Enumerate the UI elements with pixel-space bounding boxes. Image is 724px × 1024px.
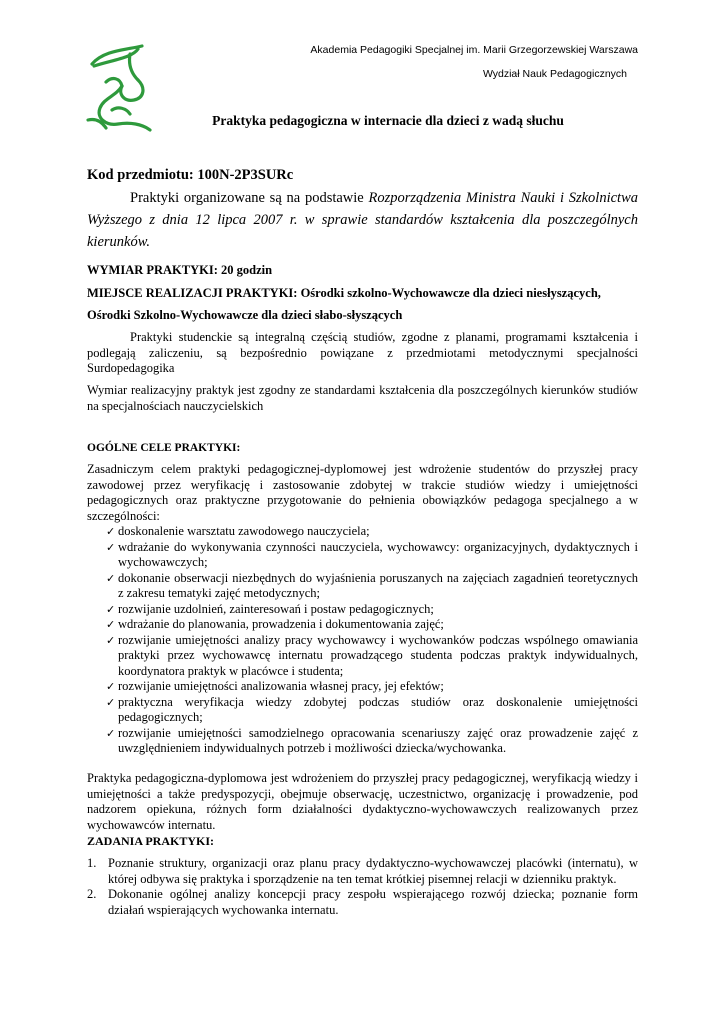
goals-intro: Zasadniczym celem praktyki pedagogicznej-dyplomowej jest wdrożenie studentów do przyszłej pracy zawodowej przez weryfikację i zastosowanie zdobytej w trakcie studiów wiedzy i umiejętności pedagogicznych oraz praktyczne przygotowanie do pełnienia obowiązków pedagoga specjalnego a w szczególności: [87,462,638,523]
list-item: ✓ wdrażanie do planowania, prowadzenia i dokumentowania zajęć; [106,617,444,631]
list-item: ✓ rozwijanie umiejętności analizowania własnej pracy, jej efektów; [106,679,444,693]
checkmark-icon: ✓ [106,726,116,740]
checkmark-icon: ✓ [106,633,116,647]
list-item: ✓ rozwijanie umiejętności analizy pracy wychowawcy i wychowanków podczas wspólnego omawiania praktyki przez wychowawcę internatu prowadzącego studenta podczas praktyk indywidualnych, koordynatora praktyk w placówce i studenta; [106,632,638,678]
goals-heading: OGÓLNE CELE PRAKTYKI: [87,442,241,454]
summary-paragraph: Praktyka pedagogiczna-dyplomowa jest wdrożeniem do przyszłej pracy pedagogicznej, weryfikacją wiedzy i umiejętności a także predyspozycji, obejmuje obserwację, uczestnictwo, organizację i prowadzenie, pod nadzorem opiekuna, różnych form działalności dydaktyczno-wychowawczych realizowanych przez wychowawców internatu. [87,771,638,832]
course-code: Kod przedmiotu: 100N-2P3SURc [87,167,294,183]
page-title: Praktyka pedagogiczna w internacie dla dzieci z wadą słuchu [212,113,564,128]
tasks-list [87,856,638,918]
tasks-heading: ZADANIA PRAKTYKI: [87,834,215,848]
checkmark-icon: ✓ [106,525,116,538]
legal-basis-regulation: Rozporządzenia Ministra Nauki i Szkolnictwa Wyższego z dnia 12 lipca 2007 r. w sprawie standardów kształcenia dla poszczególnych kierunków. [87,190,638,250]
legal-basis-prefix: Praktyki organizowane są na podstawie [130,190,369,206]
list-item: ✓ dokonanie obserwacji niezbędnych do wyjaśnienia poruszanych na zajęciach zagadnień teoretycznych z zakresu tematyki zajęć metodycznych; [106,570,638,600]
legal-basis [87,187,638,253]
checkmark-icon: ✓ [106,680,116,693]
list-item: 2. Dokonanie ogólnej analizy koncepcji pracy zespołu wspierającego rozwój dziecka; poznanie form działań wspierających wychowanka internatu. [87,887,638,917]
checkmark-icon: ✓ [106,695,116,709]
header-academy: Akademia Pedagogiki Specjalnej im. Marii Grzegorzewskiej Warszawa [310,44,638,56]
checkmark-icon: ✓ [106,540,116,554]
list-item: ✓ wdrażanie do wykonywania czynności nauczyciela, wychowawcy: organizacyjnych, dydaktycznych i wychowawczych; [106,539,638,569]
header-faculty: Wydział Nauk Pedagogicznych [482,68,627,80]
intro-paragraph-1: Praktyki studenckie są integralną częścią studiów, zgodne z planami, programami kształcenia i podlegają zaliczeniu, są bezpośrednio powiązane z przedmiotami metodycznymi specjalności Surdopedagogika [87,330,638,375]
practice-place-line2: Ośrodki Szkolno-Wychowawcze dla dzieci słabo-słyszących [87,308,403,322]
practice-scope: WYMIAR PRAKTYKI: 20 godzin [87,263,273,277]
goals-list [87,524,638,757]
practice-place-line1: MIEJSCE REALIZACJI PRAKTYKI: Ośrodki szkolno-Wychowawcze dla dzieci niesłyszących, [87,286,601,300]
list-item: 1. Poznanie struktury, organizacji oraz planu pracy dydaktyczno-wychowawczej placówki (internatu), w której odbywa się praktyka i sporządzenie na ten temat krótkiej pisemnej relacji w dzienniku praktyk. [87,856,638,886]
list-item: ✓ rozwijanie umiejętności samodzielnego opracowania scenariuszy zajęć oraz prowadzenie zajęć z uwzględnieniem indywidualnych potrzeb i możliwości dziecka/wychowanka. [106,725,638,755]
checkmark-icon: ✓ [106,618,116,631]
list-item: ✓ rozwijanie uzdolnień, zainteresowań i postaw pedagogicznych; [106,601,434,616]
checkmark-icon: ✓ [106,571,116,585]
list-item: ✓ doskonalenie warsztatu zawodowego nauczyciela; [106,524,370,538]
list-item: ✓ praktyczna weryfikacja wiedzy zdobytej podczas studiów oraz doskonalenie umiejętności pedagogicznych; [106,694,638,724]
intro-paragraph-2: Wymiar realizacyjny praktyk jest zgodny ze standardami kształcenia dla poszczególnych kierunków studiów na specjalnościach nauczycielskich [87,383,638,413]
checkmark-icon: ✓ [106,602,116,616]
